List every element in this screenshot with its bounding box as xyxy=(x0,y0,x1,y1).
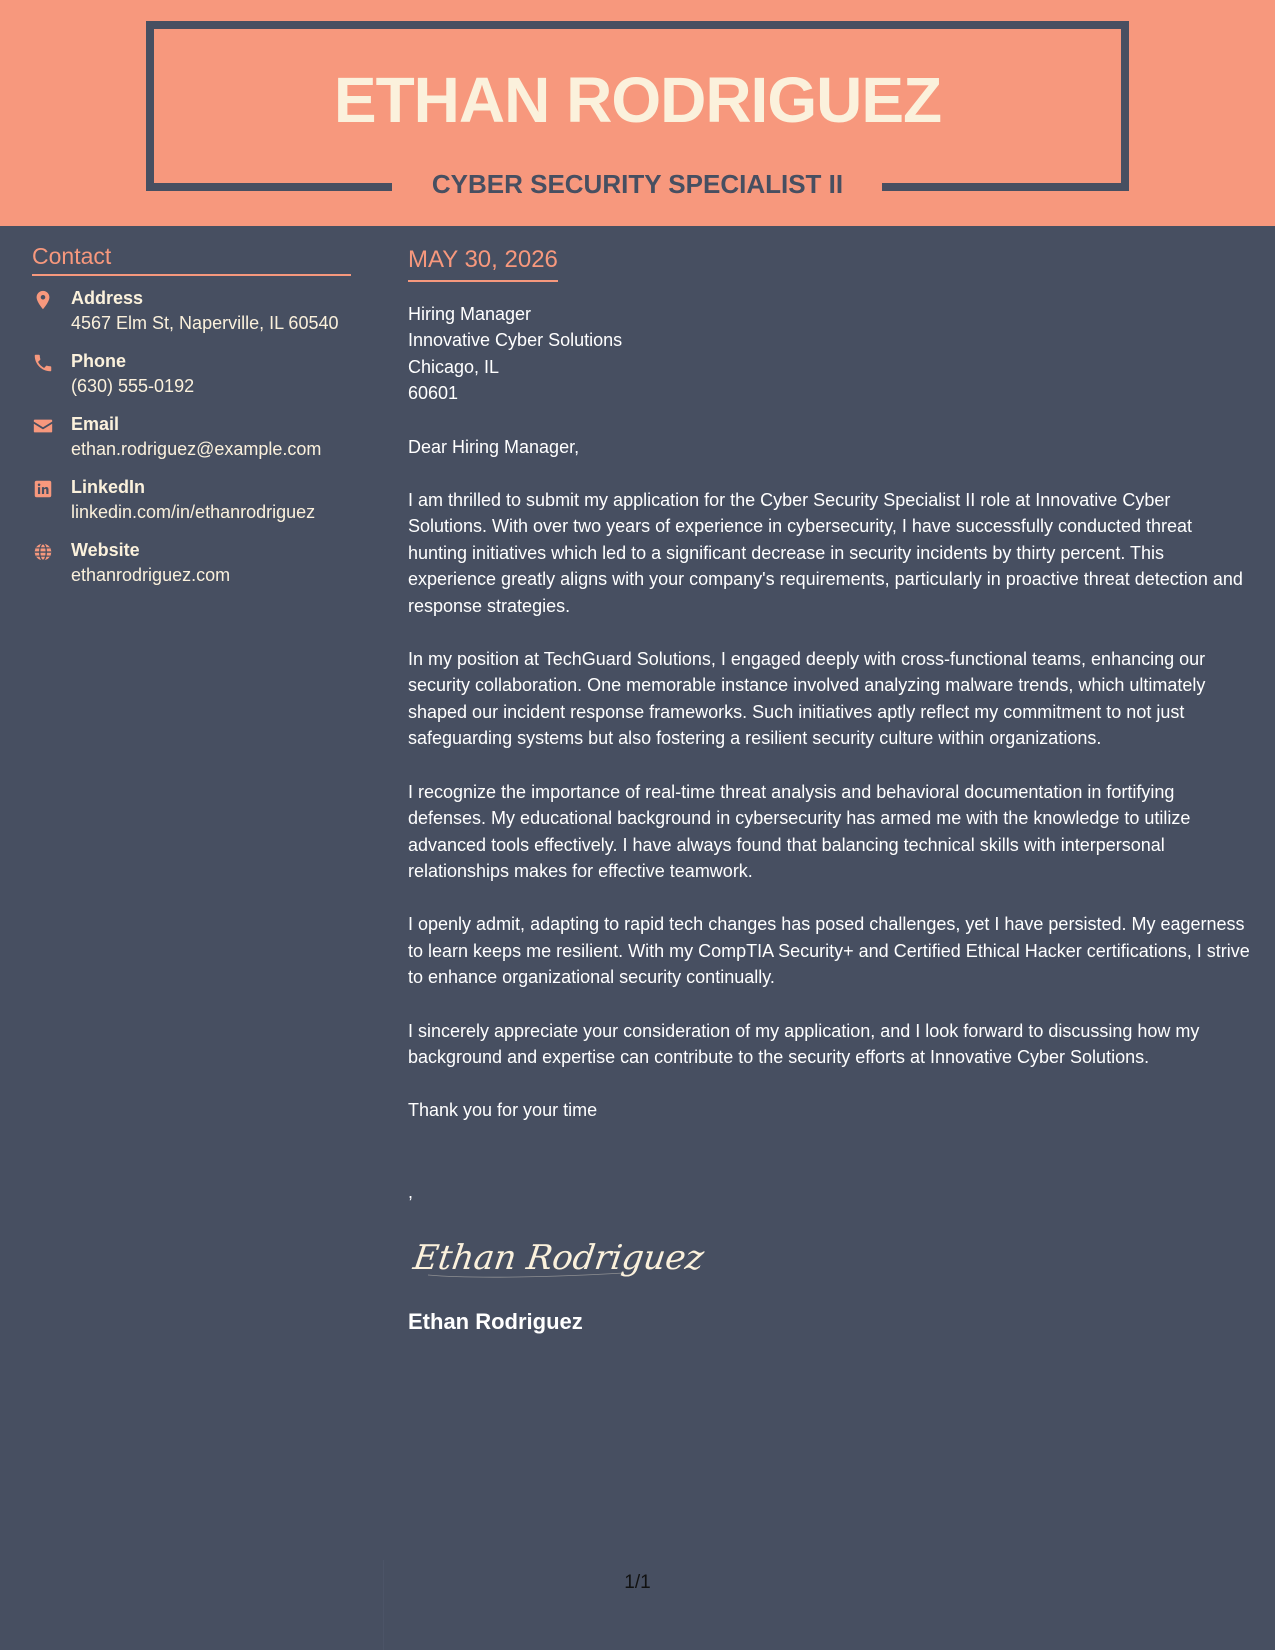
signer-name: Ethan Rodriguez xyxy=(408,1309,583,1335)
letter-body xyxy=(408,245,1253,1337)
recipient-line: Chicago, IL xyxy=(408,356,500,377)
letter-paragraph: I openly admit, adapting to rapid tech changes has posed challenges, yet I have persisted. My eagerness to learn keeps me resilient. With my CompTIA Security+ and Certified Ethical Hacker certifications, I strive to enhance organizational security continually. xyxy=(408,914,1250,988)
closing-comma: , xyxy=(408,1181,414,1202)
page-number: 1/1 xyxy=(624,1572,651,1593)
job-title: CYBER SECURITY SPECIALIST II xyxy=(431,169,844,199)
recipient-line: Hiring Manager xyxy=(408,304,532,324)
contact-label: Website xyxy=(71,540,140,560)
letter-paragraph: I am thrilled to submit my application for the Cyber Security Specialist II role at Innovative Cyber Solutions. With over two years of experience in cybersecurity, I have successfully conducted threat hunting initiatives which led to a significant decrease in security incidents by thirty percent. This experience greatly aligns with your company's requirements, particularly in proactive threat detection and response strategies. xyxy=(408,490,1243,616)
letter-date: MAY 30, 2026 xyxy=(408,245,558,282)
contact-label: Address xyxy=(71,288,144,308)
applicant-name: ETHAN RODRIGUEZ xyxy=(333,64,942,136)
contact-value: (630) 555-0192 xyxy=(71,376,195,396)
contact-value: 4567 Elm St, Naperville, IL 60540 xyxy=(71,313,339,333)
handwritten-signature xyxy=(410,1227,707,1287)
linkedin-icon xyxy=(32,478,54,500)
contact-item-linkedin xyxy=(32,475,351,538)
contact-item-phone xyxy=(32,349,351,412)
contact-item-address xyxy=(32,286,351,349)
closing-line: Thank you for your time xyxy=(408,1100,598,1121)
letter-paragraph: I recognize the importance of real-time threat analysis and behavioral documentation in fortifying defenses. My educational background in cybersecurity has armed me with the knowledge to utilize advanced tools effectively. I have always found that balancing technical skills with interpersonal relationships makes for effective teamwork. xyxy=(408,781,1191,881)
contact-value: linkedin.com/in/ethanrodriguez xyxy=(71,502,316,522)
contact-value: ethanrodriguez.com xyxy=(71,565,231,585)
contact-label: Email xyxy=(71,414,120,434)
recipient-line: 60601 xyxy=(408,383,459,404)
recipient-line: Innovative Cyber Solutions xyxy=(408,330,623,351)
contact-label: Phone xyxy=(71,351,127,371)
contact-item-website xyxy=(32,538,351,601)
letter-paragraph: In my position at TechGuard Solutions, I engaged deeply with cross-functional teams, enhancing our security collaboration. One memorable instance involved analyzing malware trends, which ultimately shaped our incident response frameworks. Such initiatives aptly reflect my commitment to not just safeguarding systems but also fostering a resilient security culture within organizations. xyxy=(408,649,1206,749)
contact-item-email xyxy=(32,412,351,475)
header-band xyxy=(0,0,1275,226)
recipient-block xyxy=(408,301,1253,407)
map-pin-icon xyxy=(32,289,54,311)
globe-icon xyxy=(32,541,54,563)
contact-sidebar xyxy=(32,240,351,601)
contact-value: ethan.rodriguez@example.com xyxy=(71,439,322,459)
letter-paragraph: I sincerely appreciate your consideration of my application, and I look forward to discussing how my background and expertise can contribute to the security efforts at Innovative Cyber Solutions. xyxy=(408,1020,1200,1067)
contact-label: LinkedIn xyxy=(71,477,146,497)
envelope-icon xyxy=(32,415,54,437)
salutation: Dear Hiring Manager, xyxy=(408,436,580,457)
phone-icon xyxy=(32,352,54,374)
contact-heading: Contact xyxy=(32,240,351,276)
signature-script: Ethan Rodriguez xyxy=(410,1238,707,1279)
